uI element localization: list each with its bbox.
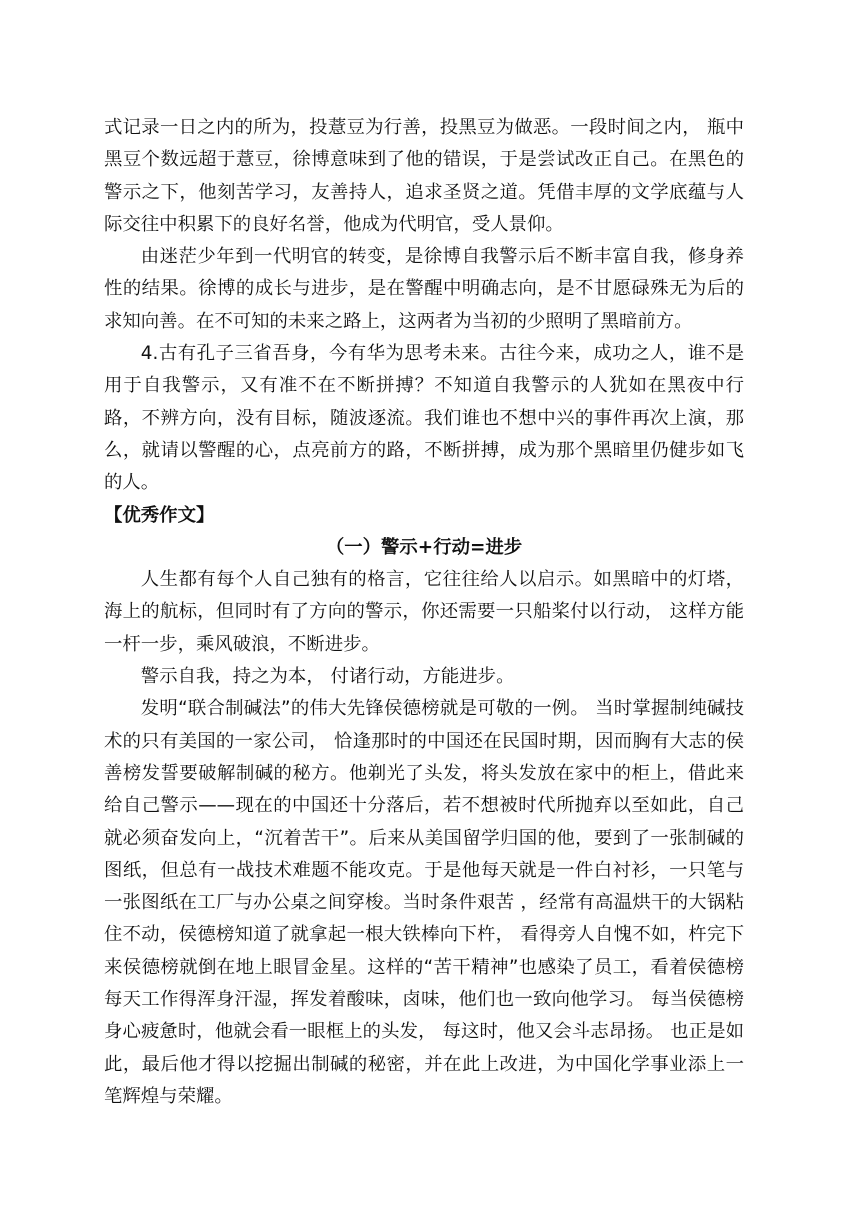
paragraph-point-4: 4.古有孔子三省吾身，今有华为思考未来。古往今来，成功之人，谁不是用于自我警示，又有准不在不断拼搏？不知道自我警示的人犹如在黑夜中行路，不辨方向，没有目标，随波逐流。我们谁也不想中兴的事件再次上演，那么，就请以警醒的心，点亮前方的路，不断拼搏，成为那个黑暗里仍健步如飞的人。: [104, 343, 744, 494]
paragraph-continued: 式记录一日之内的所为，投薏豆为行善，投黑豆为做恶。一段时间之内， 瓶中黑豆个数远超于薏豆，徐博意味到了他的错误，于是尝试改正自己。在黑色的警示之下，他刻苦学习，友善持人，追求圣贤之道。凭借丰厚的文学底蕴与人际交往中积累下的良好名誉，他成为代明官，受人景仰。: [104, 117, 744, 235]
essay-title: （一）警示+行动=进步: [325, 536, 523, 558]
document-body: [104, 112, 744, 1113]
essay-paragraph-thesis: 警示自我，持之为本， 付诸行动，方能进步。: [140, 666, 515, 688]
section-label: 【优秀作文】: [104, 504, 215, 526]
essay-paragraph-intro: 人生都有每个人自己独有的格言，它往往给人以启示。如黑暗中的灯塔，海上的航标，但同时有了方向的警示，你还需要一只船桨付以行动， 这样方能一杆一步，乘风破浪，不断进步。: [104, 569, 744, 655]
essay-paragraph-example: 发明“联合制碱法”的伟大先锋侯德榜就是可敬的一例。 当时掌握制纯碱技术的只有美国的一家公司， 恰逢那时的中国还在民国时期，因而胸有大志的侯善榜发誓要破解制碱的秘方。他剃光了头发，将头发放在家中的柜上，借此来给自己警示——现在的中国还十分落后，若不想被时代所抛弃以至如此，自己就必须奋发向上，“沉着苦干”。后来从美国留学归国的他，要到了一张制碱的图纸，但总有一战技术难题不能攻克。于是他每天就是一件白衬衫，一只笔与一张图纸在工厂与办公桌之间穿梭。当时条件艰苦 ，经常有高温烘干的大锅粘住不动，侯德榜知道了就拿起一根大铁棒向下杵， 看得旁人自愧不如，杵完下来侯德榜就倒在地上眼冒金星。这样的“苦干精神”也感染了员工，看着侯德榜每天工作得浑身汗湿，挥发着酸味，卤味，他们也一致向他学习。 每当侯德榜身心疲惫时，他就会看一眼框上的头发， 每这时，他又会斗志昂扬。 也正是如此，最后他才得以挖掘出制碱的秘密，并在此上改进，为中国化学事业添上一笔辉煌与荣耀。: [104, 698, 744, 1107]
paragraph-transformation: 由迷茫少年到一代明官的转变，是徐博自我警示后不断丰富自我，修身养性的结果。徐博的成长与进步，是在警醒中明确志向，是不甘愿碌殊无为后的求知向善。在不可知的未来之路上，这两者为当初的少照明了黑暗前方。: [104, 246, 744, 332]
